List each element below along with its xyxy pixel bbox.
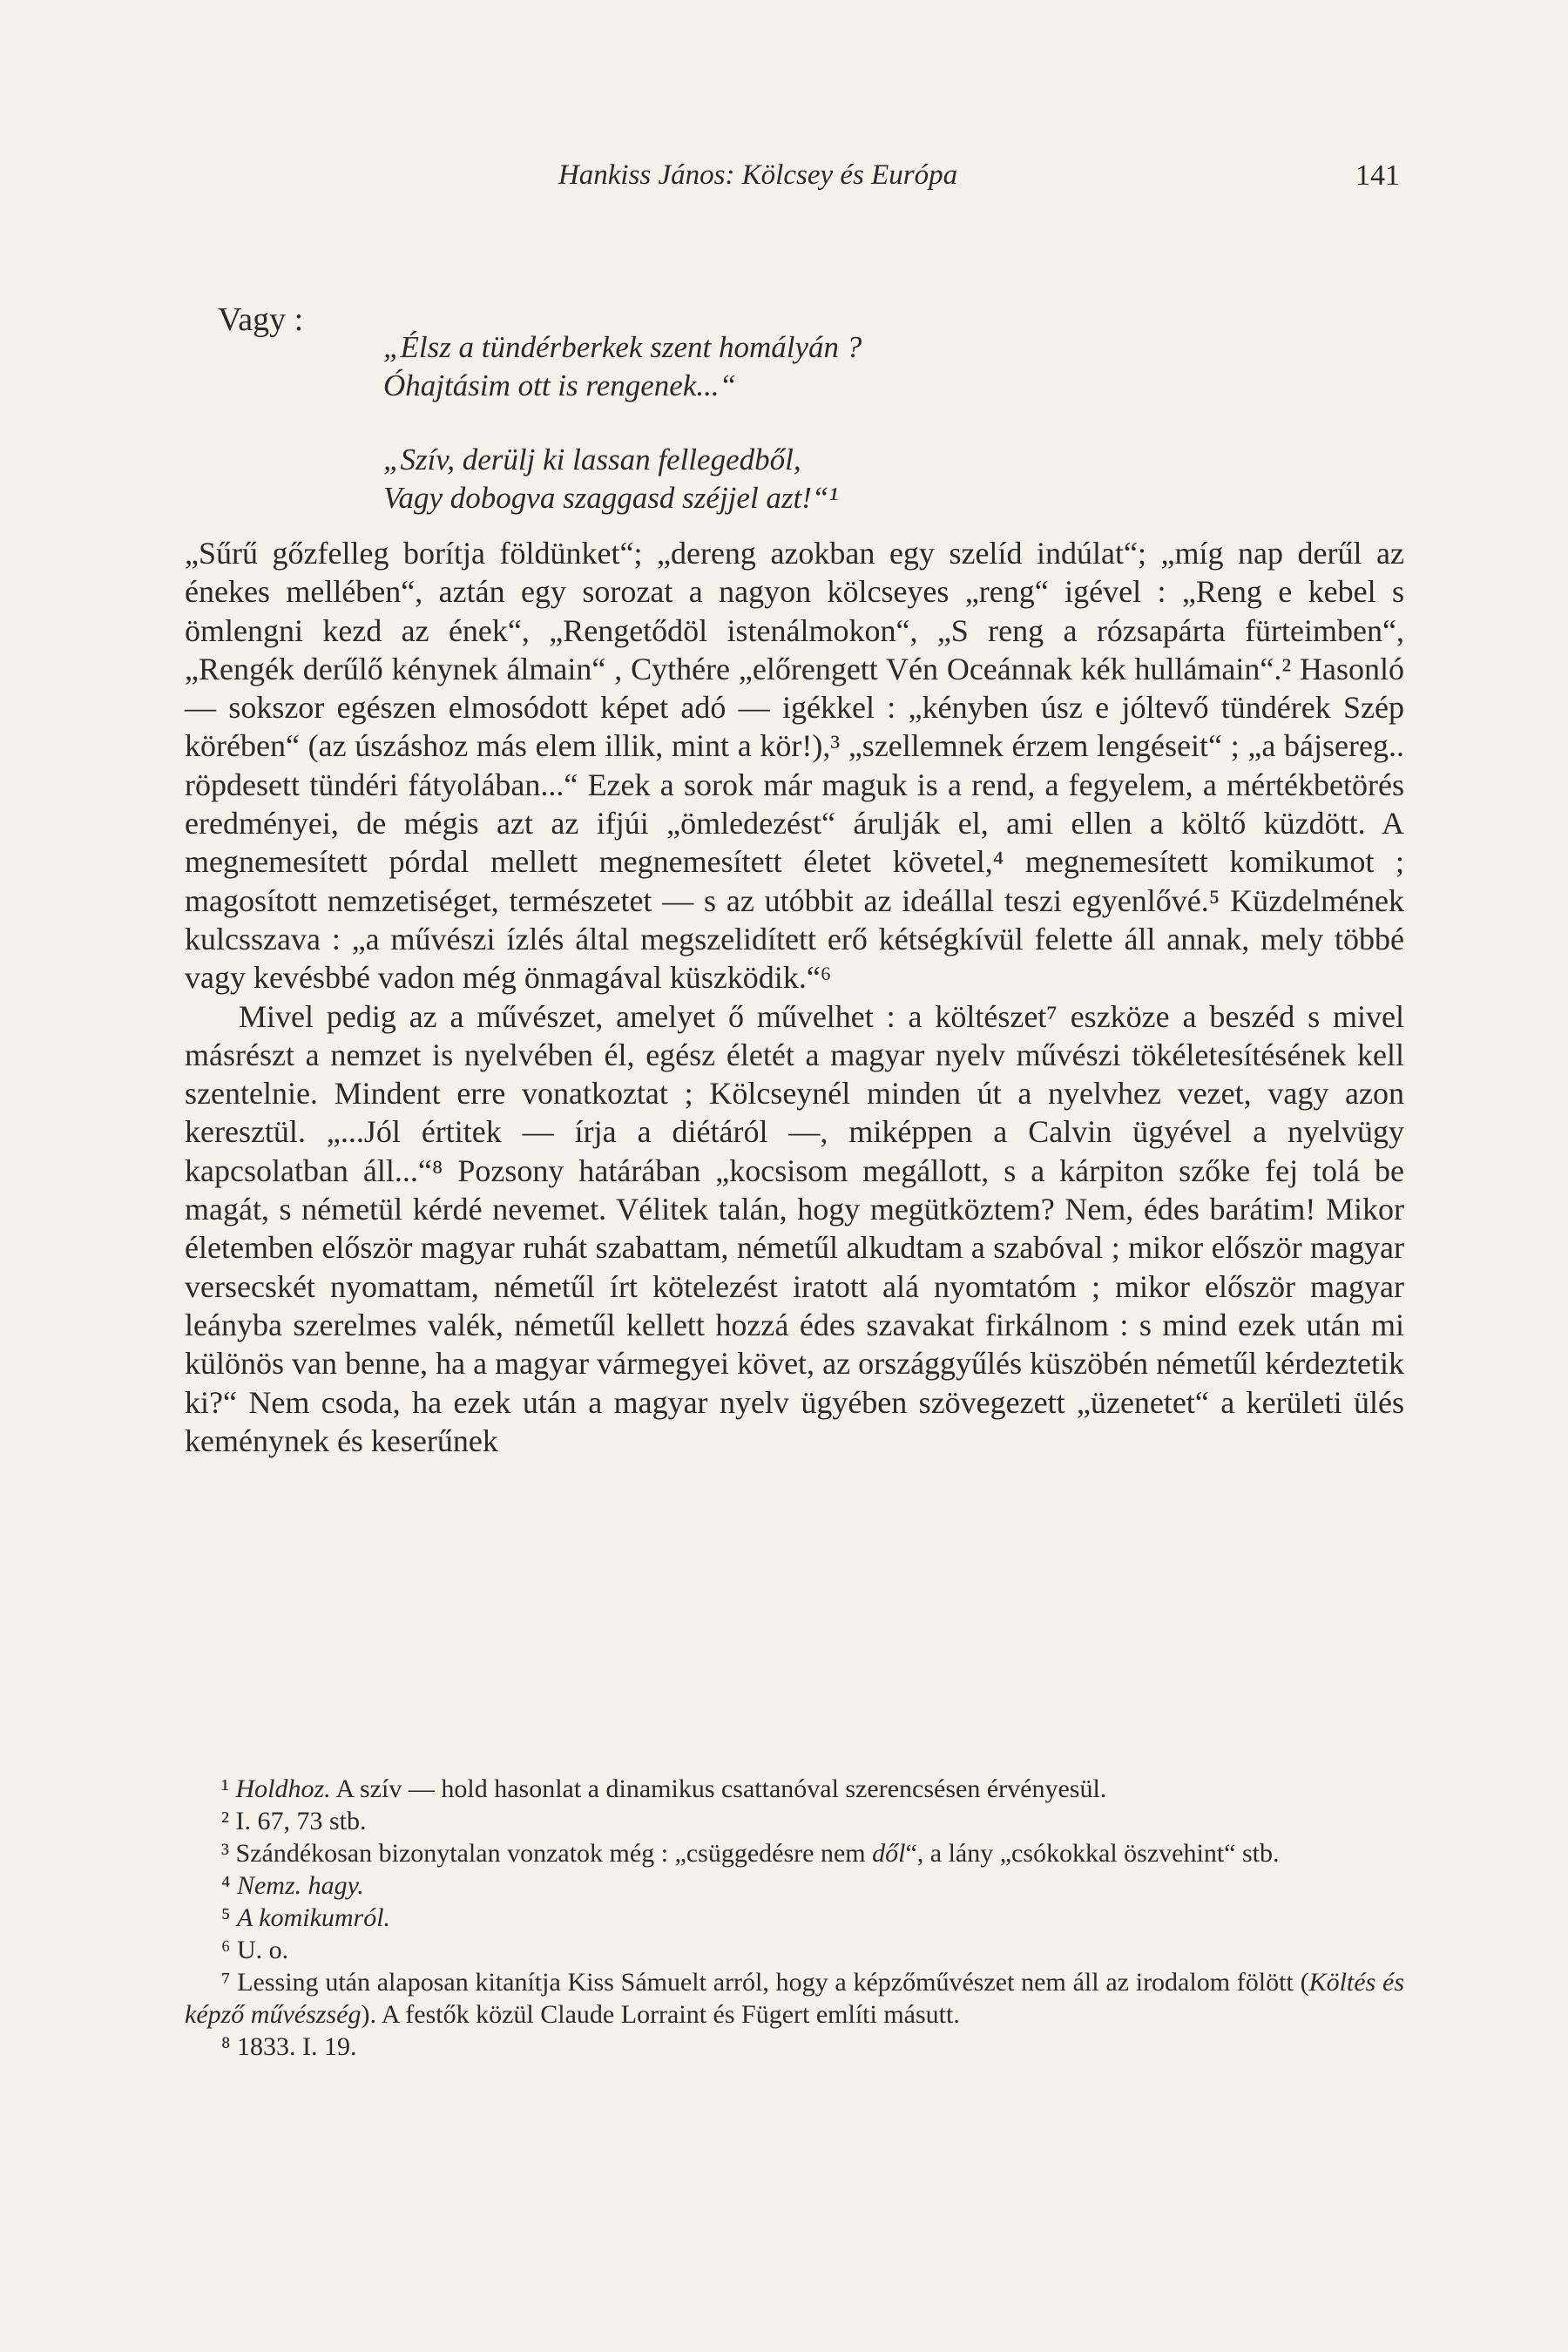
footnote-2: [185, 1805, 1404, 1837]
footnote-text: I. 67, 73 stb.: [235, 1807, 367, 1835]
footnote-text: Holdhoz.: [235, 1774, 331, 1803]
footnote-text: A komikumról.: [236, 1903, 391, 1932]
footnote-5: [185, 1902, 1404, 1934]
footnote-8: [185, 2031, 1404, 2063]
footnote-text: Költés és képző művészség: [185, 1968, 1404, 2029]
footnote-3: [185, 1837, 1404, 1869]
footnote-text: Nemz. hagy.: [236, 1871, 364, 1900]
footnotes: [185, 1773, 1404, 2063]
running-head: Hankiss János: Kölcsey és Európa: [558, 159, 958, 191]
footnote-number: ⁸: [221, 2032, 237, 2061]
footnote-number: ⁶: [221, 1936, 237, 1964]
verse-quote-1: [383, 328, 862, 405]
footnote-number: ¹: [221, 1774, 236, 1803]
verse-quote-2: [383, 441, 838, 517]
footnote-text: 1833. I. 19.: [236, 2032, 357, 2061]
footnote-text: A szív — hold hasonlat a dinamikus csattanóval szerencsésen érvényesül.: [330, 1774, 1107, 1803]
paragraph: Mivel pedig az a művészet, amelyet ő művelhet : a költészet⁷ eszköze a beszéd s mivel másrészt a nemzet is nyelvében él, egész életét a magyar nyelv művészi tökéletesítésének kell szentelnie. Mindent erre vonatkoztat ; Kölcseynél minden út a nyelvhez vezet, vagy azon keresztül. „...Jól értitek — írja a diétáról —, miképpen a Calvin ügyével a nyelvügy kapcsolatban áll...“⁸ Pozsony határában „kocsisom megállott, s a kárpiton szőke fej tolá be magát, s németül kérdé nevemet. Vélitek talán, hogy megütköztem? Nem, édes barátim! Mikor életemben először magyar ruhát szabattam, németűl alkudtam a szabóval ; mikor először magyar versecskét nyomattam, németűl írt kötelezést iratott alá nyomtatóm ; mikor először magyar leányba szerelmes valék, németűl kellett hozzá édes szavakat firkálnom : s mind ezek után mi különös van benne, ha a magyar vármegyei követ, az országgyűlés küszöbén németűl kérdeztetik ki?“ Nem csoda, ha ezek után a magyar nyelv ügyében szövegezett „üzenetet“ a kerületi ülés keménynek és keserűnek: [185, 998, 1404, 1458]
verse-line: „Szív, derülj ki lassan fellegedből,: [383, 443, 801, 476]
footnote-text: Lessing után alaposan kitanítja Kiss Sámuelt arról, hogy a képzőművészet nem áll az irodalom fölött (: [237, 1968, 1309, 1997]
footnote-text: dől: [872, 1839, 906, 1868]
footnote-number: ²: [221, 1807, 236, 1835]
footnote-1: [185, 1773, 1404, 1805]
footnote-6: [185, 1934, 1404, 1966]
footnote-7: [185, 1966, 1404, 2031]
footnote-number: ⁴: [221, 1871, 237, 1900]
verse-line: Vagy dobogva szaggasd széjjel azt!“¹: [383, 481, 838, 515]
footnote-4: [185, 1869, 1404, 1902]
paragraph: „Sűrű gőzfelleg borítja földünket“; „dereng azokban egy szelíd indúlat“; „míg nap derűl az énekes mellében“, aztán egy sorozat a nagyon kölcseyes „reng“ igével : „Reng e kebel s ömlengni kezd az ének“, „Rengetődöl istenálmokon“, „S reng a rózsapárta fürteimben“, „Rengék derűlő kénynek álmain“ , Cythére „előrengett Vén Oceánnak kék hullámain“.² Hasonló — sokszor egészen elmosódott képet adó — igékkel : „kényben úsz e jóltevő tündérek Szép körében“ (az úszáshoz más elem illik, mint a kör!),³ „szellemnek érzem lengéseit“ ; „a bájsereg.. röpdesett tündéri fátyolában...“ Ezek a sorok már maguk is a rend, a fegyelem, a mértékbetörés eredményei, de mégis azt az ifjúi „ömledezést“ árulják el, ami ellen a költő küzdött. A megnemesített pórdal mellett megnemesített életet követel,⁴ megnemesített komikumot ; magosított nemzetiséget, természetet — s az utóbbit az ideállal teszi egyenlővé.⁵ Küzdelmének kulcsszava : „a művészi ízlés által megszelidített erő kétségkívül felette áll annak, mely többé vagy kevésbbé vadon még önmagával küszködik.“⁶: [185, 536, 1404, 996]
footnote-text: ). A festők közül Claude Lorraint és Fügert említi másutt.: [361, 2000, 960, 2029]
page-number: 141: [1355, 159, 1400, 192]
lead-word: Vagy :: [218, 301, 304, 338]
footnote-number: ⁵: [221, 1903, 237, 1932]
verse-line: „Élsz a tündérberkek szent homályán ?: [383, 330, 862, 364]
footnote-number: ⁷: [221, 1968, 238, 1997]
footnote-text: Szándékosan bizonytalan vonzatok még : „csüggedésre nem: [235, 1839, 873, 1868]
footnote-number: ³: [221, 1839, 236, 1868]
body-text: [185, 534, 1404, 1460]
footnote-text: U. o.: [236, 1936, 289, 1964]
footnote-text: “, a lány „csókokkal öszvehint“ stb.: [905, 1839, 1280, 1868]
verse-line: Óhajtásim ott is rengenek...“: [383, 368, 737, 402]
